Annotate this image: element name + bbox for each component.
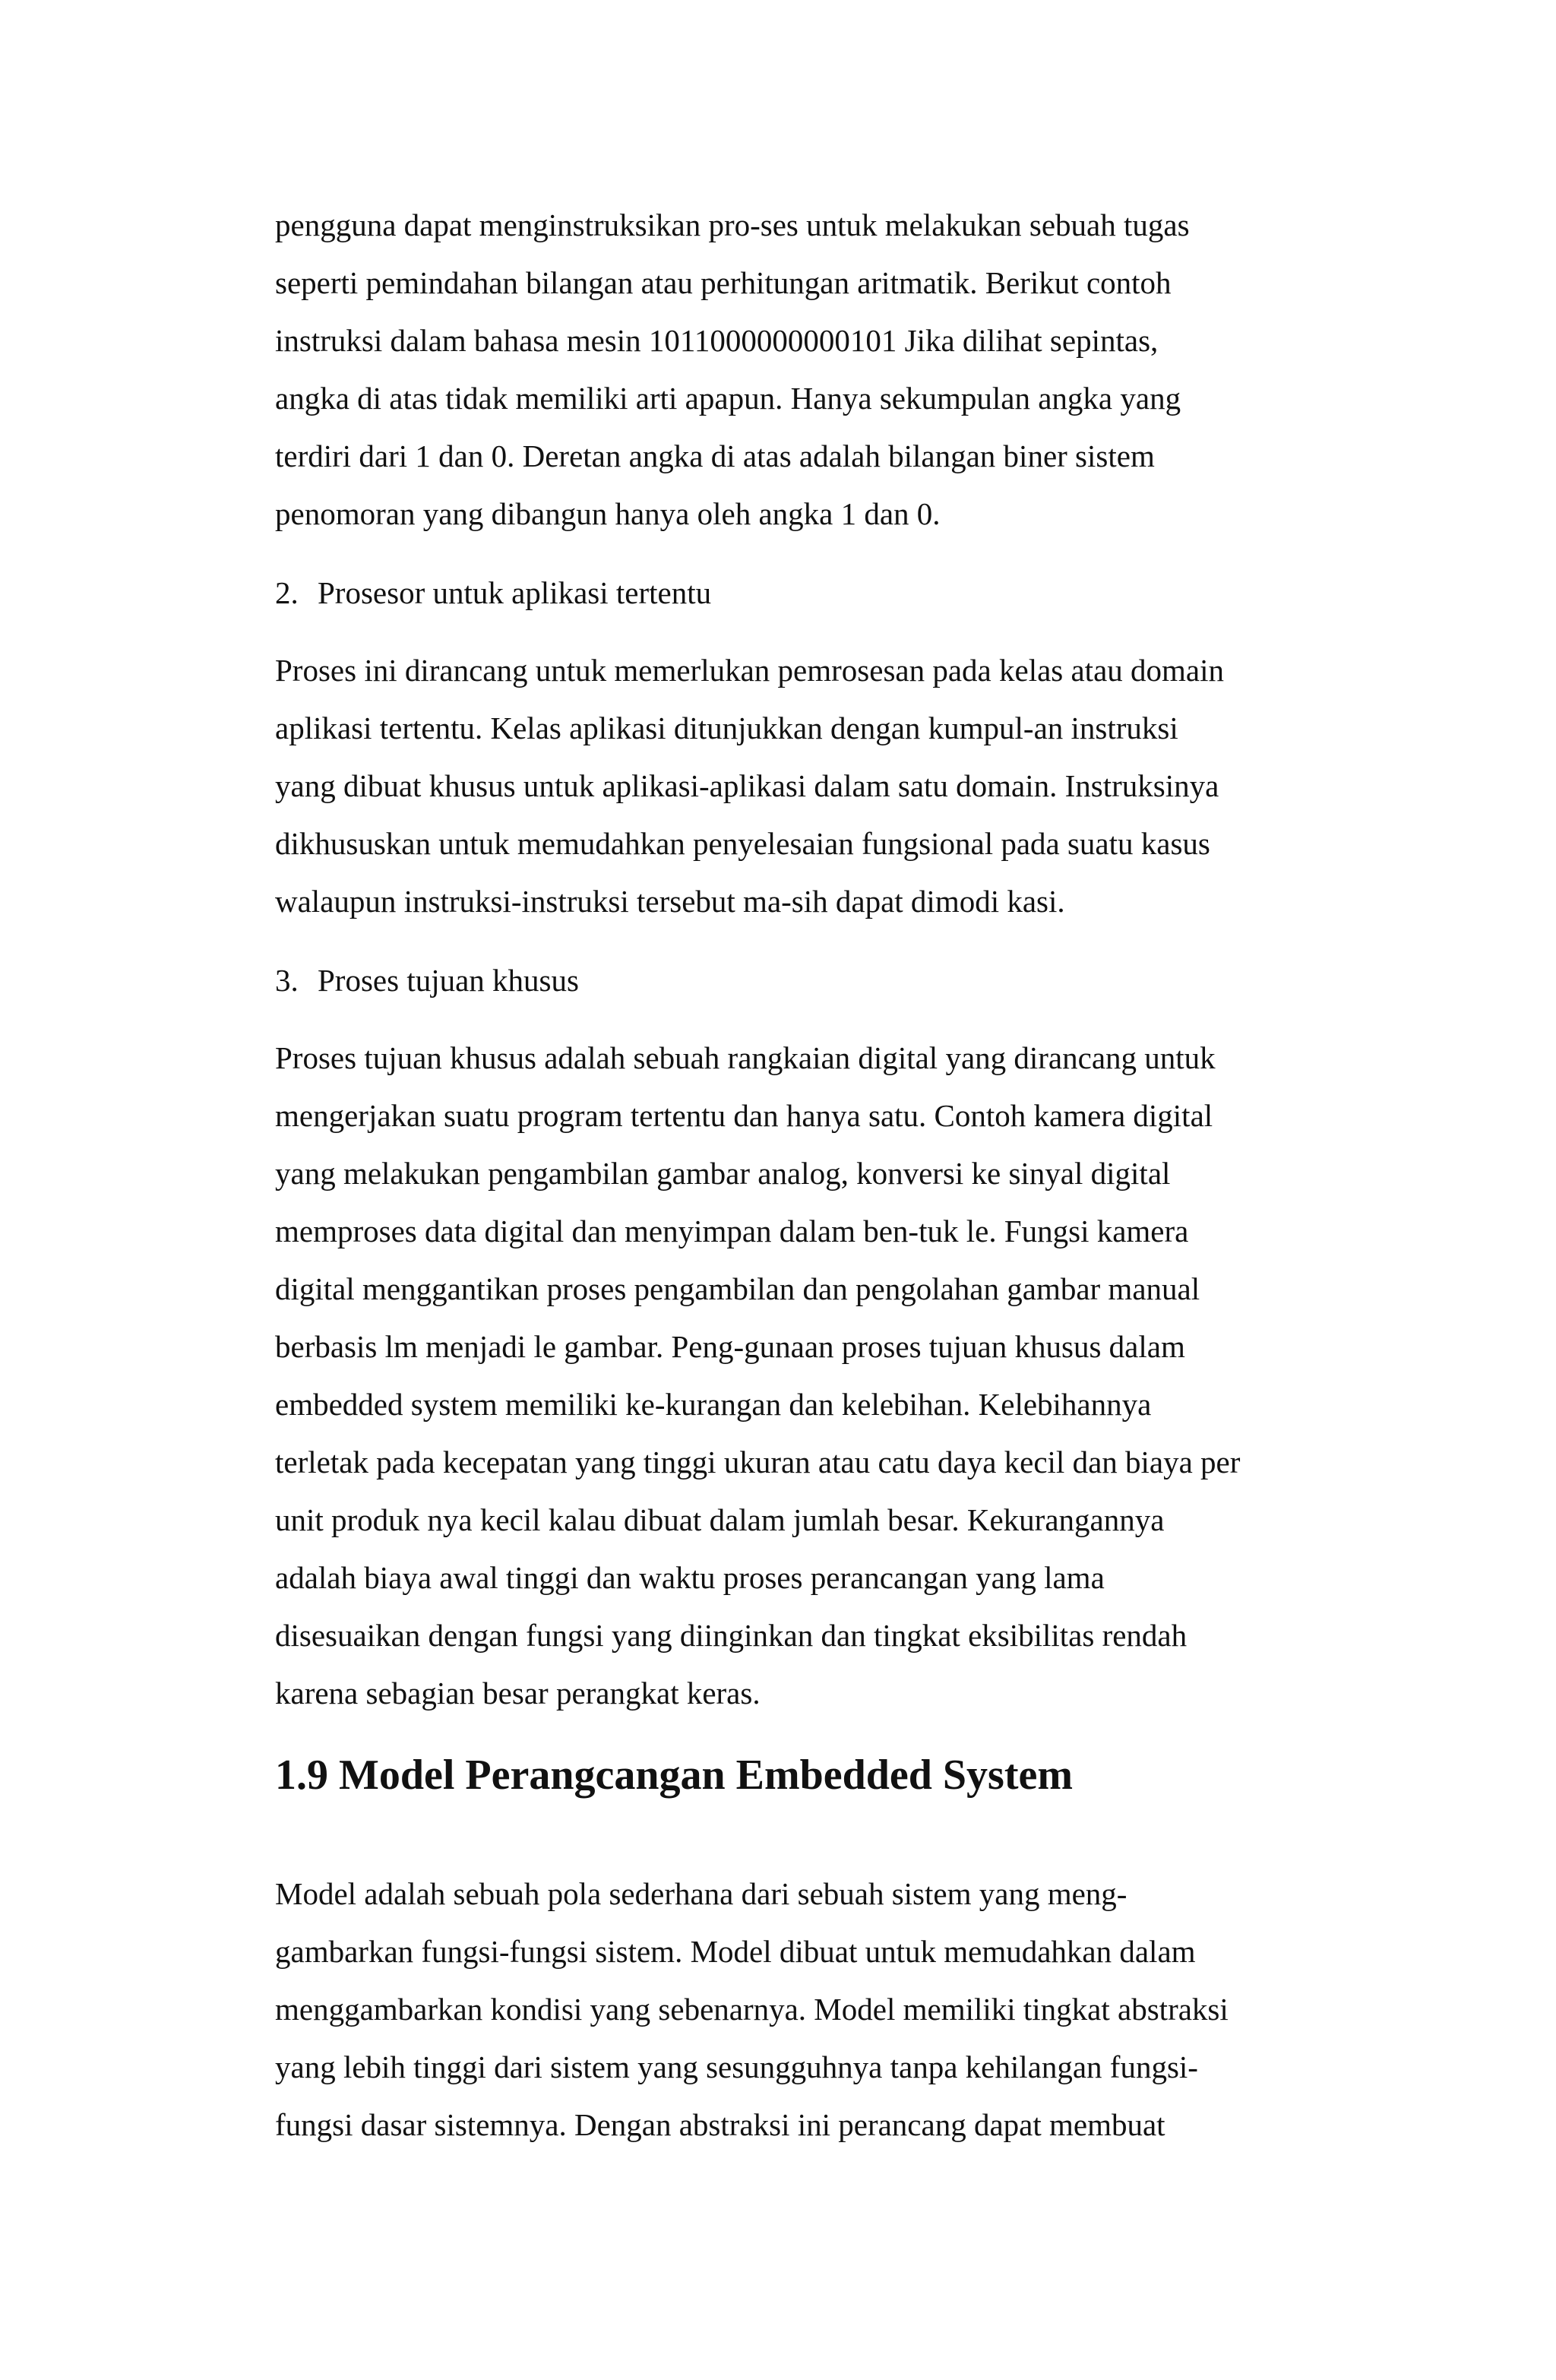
paragraph-line: memproses data digital dan menyimpan dalam ben-tuk le. Fungsi kamera bbox=[275, 1214, 1189, 1249]
paragraph-line: Model adalah sebuah pola sederhana dari sebuah sistem yang meng- bbox=[275, 1876, 1127, 1911]
paragraph-line: adalah biaya awal tinggi dan waktu proses perancangan yang lama bbox=[275, 1560, 1105, 1595]
paragraph-line: yang melakukan pengambilan gambar analog, konversi ke sinyal digital bbox=[275, 1156, 1171, 1191]
paragraph-special-purpose-process bbox=[275, 1029, 1339, 1722]
paragraph-line: mengerjakan suatu program tertentu dan hanya satu. Contoh kamera digital bbox=[275, 1098, 1213, 1133]
paragraph-line: angka di atas tidak memiliki arti apapun. Hanya sekumpulan angka yang bbox=[275, 381, 1181, 416]
paragraph-line: digital menggantikan proses pengambilan dan pengolahan gambar manual bbox=[275, 1271, 1200, 1306]
paragraph-line: Proses ini dirancang untuk memerlukan pemrosesan pada kelas atau domain bbox=[275, 653, 1224, 688]
paragraph-line: pengguna dapat menginstruksikan pro-ses untuk melakukan sebuah tugas bbox=[275, 207, 1190, 242]
page-content bbox=[275, 196, 1339, 2154]
paragraph-line: menggambarkan kondisi yang sebenarnya. Model memiliki tingkat abstraksi bbox=[275, 1992, 1229, 2027]
list-item-special-purpose-process bbox=[275, 951, 1339, 1009]
paragraph-line: instruksi dalam bahasa mesin 1011000000000101 Jika dilihat sepintas, bbox=[275, 323, 1159, 358]
list-item-number: 2. bbox=[275, 575, 299, 610]
paragraph-line: unit produk nya kecil kalau dibuat dalam jumlah besar. Kekurangannya bbox=[275, 1502, 1165, 1537]
paragraph-line: disesuaikan dengan fungsi yang diinginkan dan tingkat eksibilitas rendah bbox=[275, 1618, 1188, 1653]
paragraph-line: dikhususkan untuk memudahkan penyelesaian fungsional pada suatu kasus bbox=[275, 826, 1210, 861]
paragraph-line: karena sebagian besar perangkat keras. bbox=[275, 1676, 761, 1711]
paragraph-line: fungsi dasar sistemnya. Dengan abstraksi ini perancang dapat membuat bbox=[275, 2107, 1165, 2142]
paragraph-line: terletak pada kecepatan yang tinggi ukuran atau catu daya kecil dan biaya per bbox=[275, 1445, 1241, 1480]
paragraph-line: terdiri dari 1 dan 0. Deretan angka di atas adalah bilangan biner sistem bbox=[275, 438, 1155, 473]
paragraph-line: seperti pemindahan bilangan atau perhitungan aritmatik. Berikut contoh bbox=[275, 265, 1172, 300]
paragraph-application-specific-processor bbox=[275, 641, 1339, 930]
paragraph-line: penomoran yang dibangun hanya oleh angka 1 dan 0. bbox=[275, 496, 941, 531]
paragraph-line: walaupun instruksi-instruksi tersebut ma-sih dapat dimodi kasi. bbox=[275, 884, 1065, 919]
list-item-number: 3. bbox=[275, 963, 299, 998]
list-item-title: Prosesor untuk aplikasi tertentu bbox=[318, 575, 712, 610]
list-item-application-specific-processor bbox=[275, 564, 1339, 622]
paragraph-line: aplikasi tertentu. Kelas aplikasi ditunjukkan dengan kumpul-an instruksi bbox=[275, 711, 1178, 745]
paragraph-line: Proses tujuan khusus adalah sebuah rangkaian digital yang dirancang untuk bbox=[275, 1040, 1216, 1075]
section-heading: 1.9 Model Perangcangan Embedded System bbox=[275, 1752, 1073, 1799]
paragraph-line: yang dibuat khusus untuk aplikasi-aplikasi dalam satu domain. Instruksinya bbox=[275, 768, 1219, 803]
paragraph-line: gambarkan fungsi-fungsi sistem. Model dibuat untuk memudahkan dalam bbox=[275, 1934, 1196, 1969]
paragraph-line: embedded system memiliki ke-kurangan dan kelebihan. Kelebihannya bbox=[275, 1387, 1152, 1422]
paragraph-line: yang lebih tinggi dari sistem yang sesungguhnya tanpa kehilangan fungsi- bbox=[275, 2049, 1198, 2084]
list-item-title: Proses tujuan khusus bbox=[318, 963, 579, 998]
paragraph-line: berbasis lm menjadi le gambar. Peng-gunaan proses tujuan khusus dalam bbox=[275, 1329, 1185, 1364]
paragraph-machine-instruction bbox=[275, 196, 1339, 543]
paragraph-model-definition bbox=[275, 1865, 1339, 2154]
